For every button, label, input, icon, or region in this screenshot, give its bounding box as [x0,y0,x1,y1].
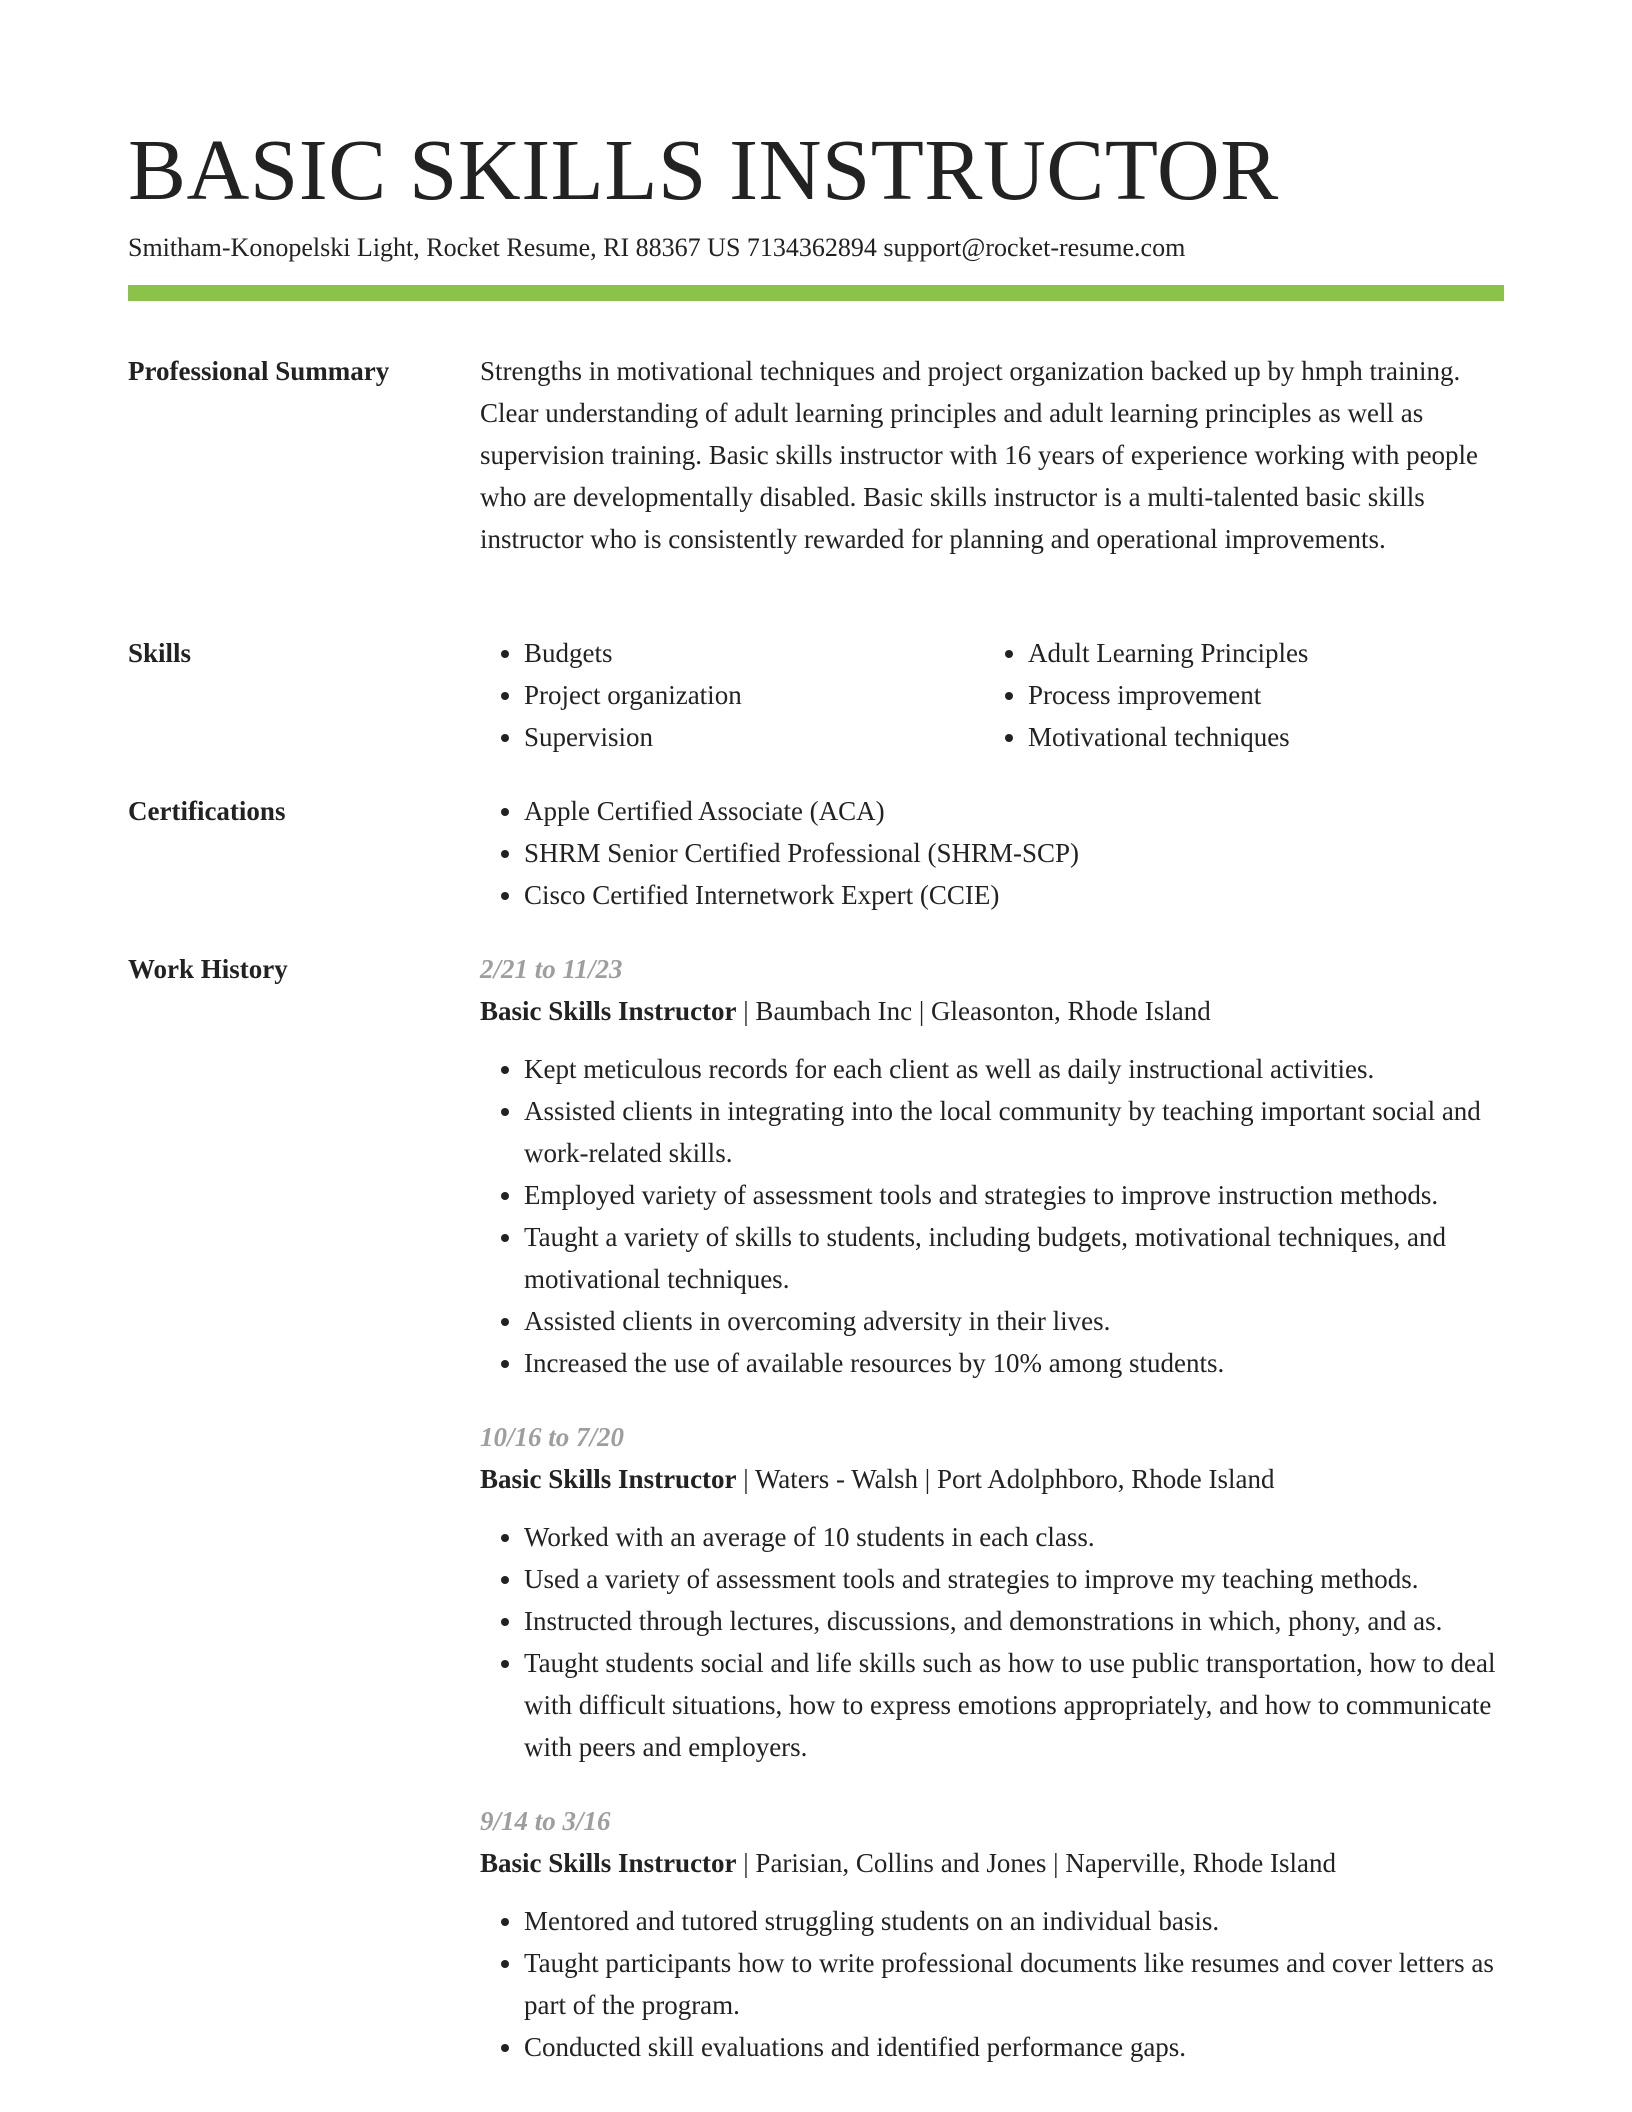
job-bullet: • Used a variety of assessment tools and strategies to improve my teaching methods. [524,1558,1504,1600]
work-history-body [480,948,1504,2100]
skill-item: • Process improvement [1028,674,1488,716]
certification-item: • SHRM Senior Certified Professional (SHRM-SCP) [524,832,1504,874]
job-bullet: • Taught students social and life skills such as how to use public transportation, how to deal with difficult situations, how to express emotions appropriately, and how to communicate with peers and employers. [524,1642,1504,1768]
summary-text: Strengths in motivational techniques and project organization backed up by hmph training. Clear understanding of adult learning principles and adult learning principles as well as supervision training. Basic skills instructor with 16 years of experience working with people who are developmentally disabled. Basic skills instructor is a multi-talented basic skills instructor who is consistently rewarded for planning and operational improvements. [480,356,1479,554]
job-entry [480,948,1504,1384]
job-bullet-list [480,1048,1504,1384]
certification-item: • Apple Certified Associate (ACA) [524,790,1504,832]
job-bullet-list [480,1516,1504,1768]
job-details: | Parisian, Collins and Jones | Naperville, Rhode Island [736,1848,1337,1878]
job-details: | Waters - Walsh | Port Adolphboro, Rhode Island [736,1464,1275,1494]
skill-item: • Motivational techniques [1028,716,1488,758]
accent-divider [128,285,1504,301]
job-bullet: • Assisted clients in integrating into the local community by teaching important social and work-related skills. [524,1090,1504,1174]
skills-label: Skills [128,638,192,668]
job-title: Basic Skills Instructor [480,1848,737,1878]
skill-item: • Adult Learning Principles [1028,632,1488,674]
job-heading [480,1458,1504,1500]
certifications-body [480,790,1504,916]
certifications-list [480,790,1504,916]
job-details: | Baumbach Inc | Gleasonton, Rhode Island [736,996,1211,1026]
contact-line: Smitham-Konopelski Light, Rocket Resume, RI 88367 US 7134362894 support@rocket-resume.com [128,233,1186,262]
job-bullet: • Increased the use of available resources by 10% among students. [524,1342,1504,1384]
certification-item: • Cisco Certified Internetwork Expert (CCIE) [524,874,1504,916]
job-bullet: • Assisted clients in overcoming adversity in their lives. [524,1300,1504,1342]
job-bullet: • Taught a variety of skills to students, including budgets, motivational techniques, and motivational techniques. [524,1216,1504,1300]
summary-label: Professional Summary [128,356,390,386]
job-title: Basic Skills Instructor [480,1464,737,1494]
skills-columns [480,632,1504,758]
job-entry [480,1800,1504,2068]
skill-item: • Supervision [524,716,984,758]
work-history-label: Work History [128,954,288,984]
job-bullet: • Employed variety of assessment tools and strategies to improve instruction methods. [524,1174,1504,1216]
job-heading [480,1842,1504,1884]
job-bullet: • Taught participants how to write professional documents like resumes and cover letters as part of the program. [524,1942,1504,2026]
resume-title: BASIC SKILLS INSTRUCTOR [128,121,1279,218]
job-title: Basic Skills Instructor [480,996,737,1026]
skills-list-left [480,632,984,758]
job-bullet: • Worked with an average of 10 students in each class. [524,1516,1504,1558]
certifications-label: Certifications [128,796,286,826]
job-bullet: • Instructed through lectures, discussions, and demonstrations in which, phony, and as. [524,1600,1504,1642]
skills-column-right [984,632,1488,758]
skills-body [480,632,1504,758]
job-dates: 9/14 to 3/16 [480,1806,611,1836]
job-dates: 10/16 to 7/20 [480,1422,625,1452]
skills-column-left [480,632,984,758]
job-bullet-list [480,1900,1504,2068]
job-dates: 2/21 to 11/23 [480,954,623,984]
summary-body [480,350,1504,560]
skill-item: • Project organization [524,674,984,716]
job-bullet: • Mentored and tutored struggling students on an individual basis. [524,1900,1504,1942]
job-bullet: • Kept meticulous records for each client as well as daily instructional activities. [524,1048,1504,1090]
job-entry [480,1416,1504,1768]
job-heading [480,990,1504,1032]
job-bullet: • Conducted skill evaluations and identified performance gaps. [524,2026,1504,2068]
skill-item: • Budgets [524,632,984,674]
skills-list-right [984,632,1488,758]
